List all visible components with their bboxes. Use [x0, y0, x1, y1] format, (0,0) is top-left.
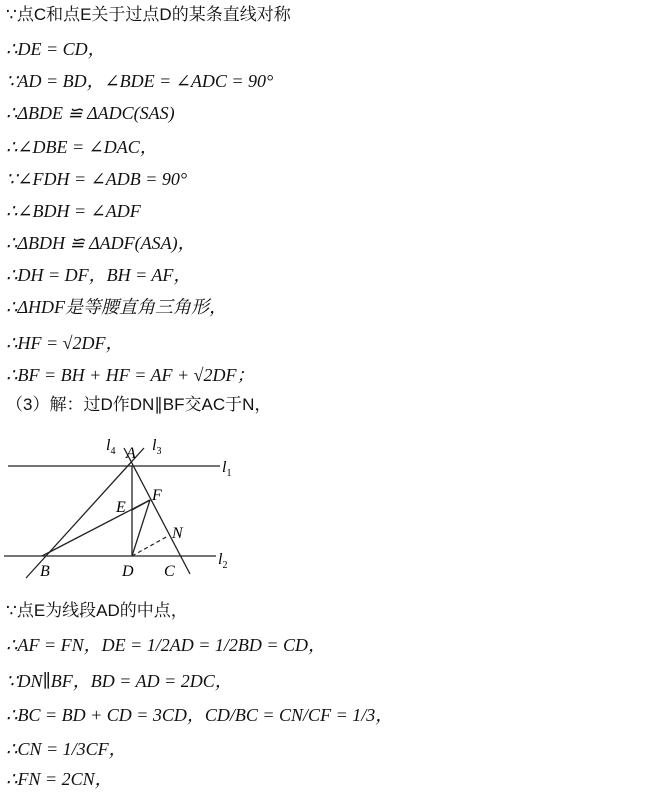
label-l3: $l_3$: [152, 437, 162, 457]
line-16: ∵DN∥BF，BD = AD = 2DC，: [6, 671, 233, 691]
label-N: N: [172, 525, 183, 542]
line-2: ∴DE = CD，: [6, 39, 106, 59]
label-A: A: [126, 445, 136, 462]
line-3: ∵AD = BD，∠BDE = ∠ADC = 90°: [6, 71, 274, 91]
line-9: ∴DH = DF，BH = AF，: [6, 265, 192, 285]
line-13: （3）解：过D作DN∥BF交AC于N，: [6, 395, 272, 414]
line-17: ∴BC = BD + CD = 3CD，CD/BC = CN/CF = 1/3，: [6, 705, 394, 725]
geometry-diagram: [0, 428, 260, 588]
label-l2: $l_2$: [218, 551, 228, 571]
label-C: C: [164, 563, 175, 580]
line-11: ∴HF = √2DF，: [6, 333, 124, 353]
label-l1: $l_1$: [222, 459, 232, 479]
line-19: ∴FN = 2CN，: [6, 769, 113, 789]
line-18: ∴CN = 1/3CF，: [6, 739, 127, 759]
line-8: ∴ΔBDH ≌ ΔADF(ASA)，: [6, 233, 196, 253]
label-E: E: [116, 499, 126, 516]
line-7: ∴∠BDH = ∠ADF: [6, 201, 141, 221]
line-10: ∴ΔHDF是等腰直角三角形，: [6, 297, 228, 317]
line-12: ∴BF = BH + HF = AF + √2DF；: [6, 365, 255, 385]
line-14: ∵点E为线段AD的中点，: [6, 601, 188, 620]
line-4: ∴ΔBDE ≌ ΔADC(SAS): [6, 103, 175, 123]
line-5: ∴∠DBE = ∠DAC，: [6, 137, 158, 157]
line-15: ∴AF = FN，DE = 1/2AD = 1/2BD = CD，: [6, 635, 327, 655]
label-l4: $l_4$: [106, 437, 116, 457]
line-1: ∵点C和点E关于过点D的某条直线对称: [6, 5, 291, 24]
label-B: B: [40, 563, 50, 580]
line-6: ∵∠FDH = ∠ADB = 90°: [6, 169, 188, 189]
label-D: D: [122, 563, 134, 580]
label-F: F: [152, 487, 162, 504]
